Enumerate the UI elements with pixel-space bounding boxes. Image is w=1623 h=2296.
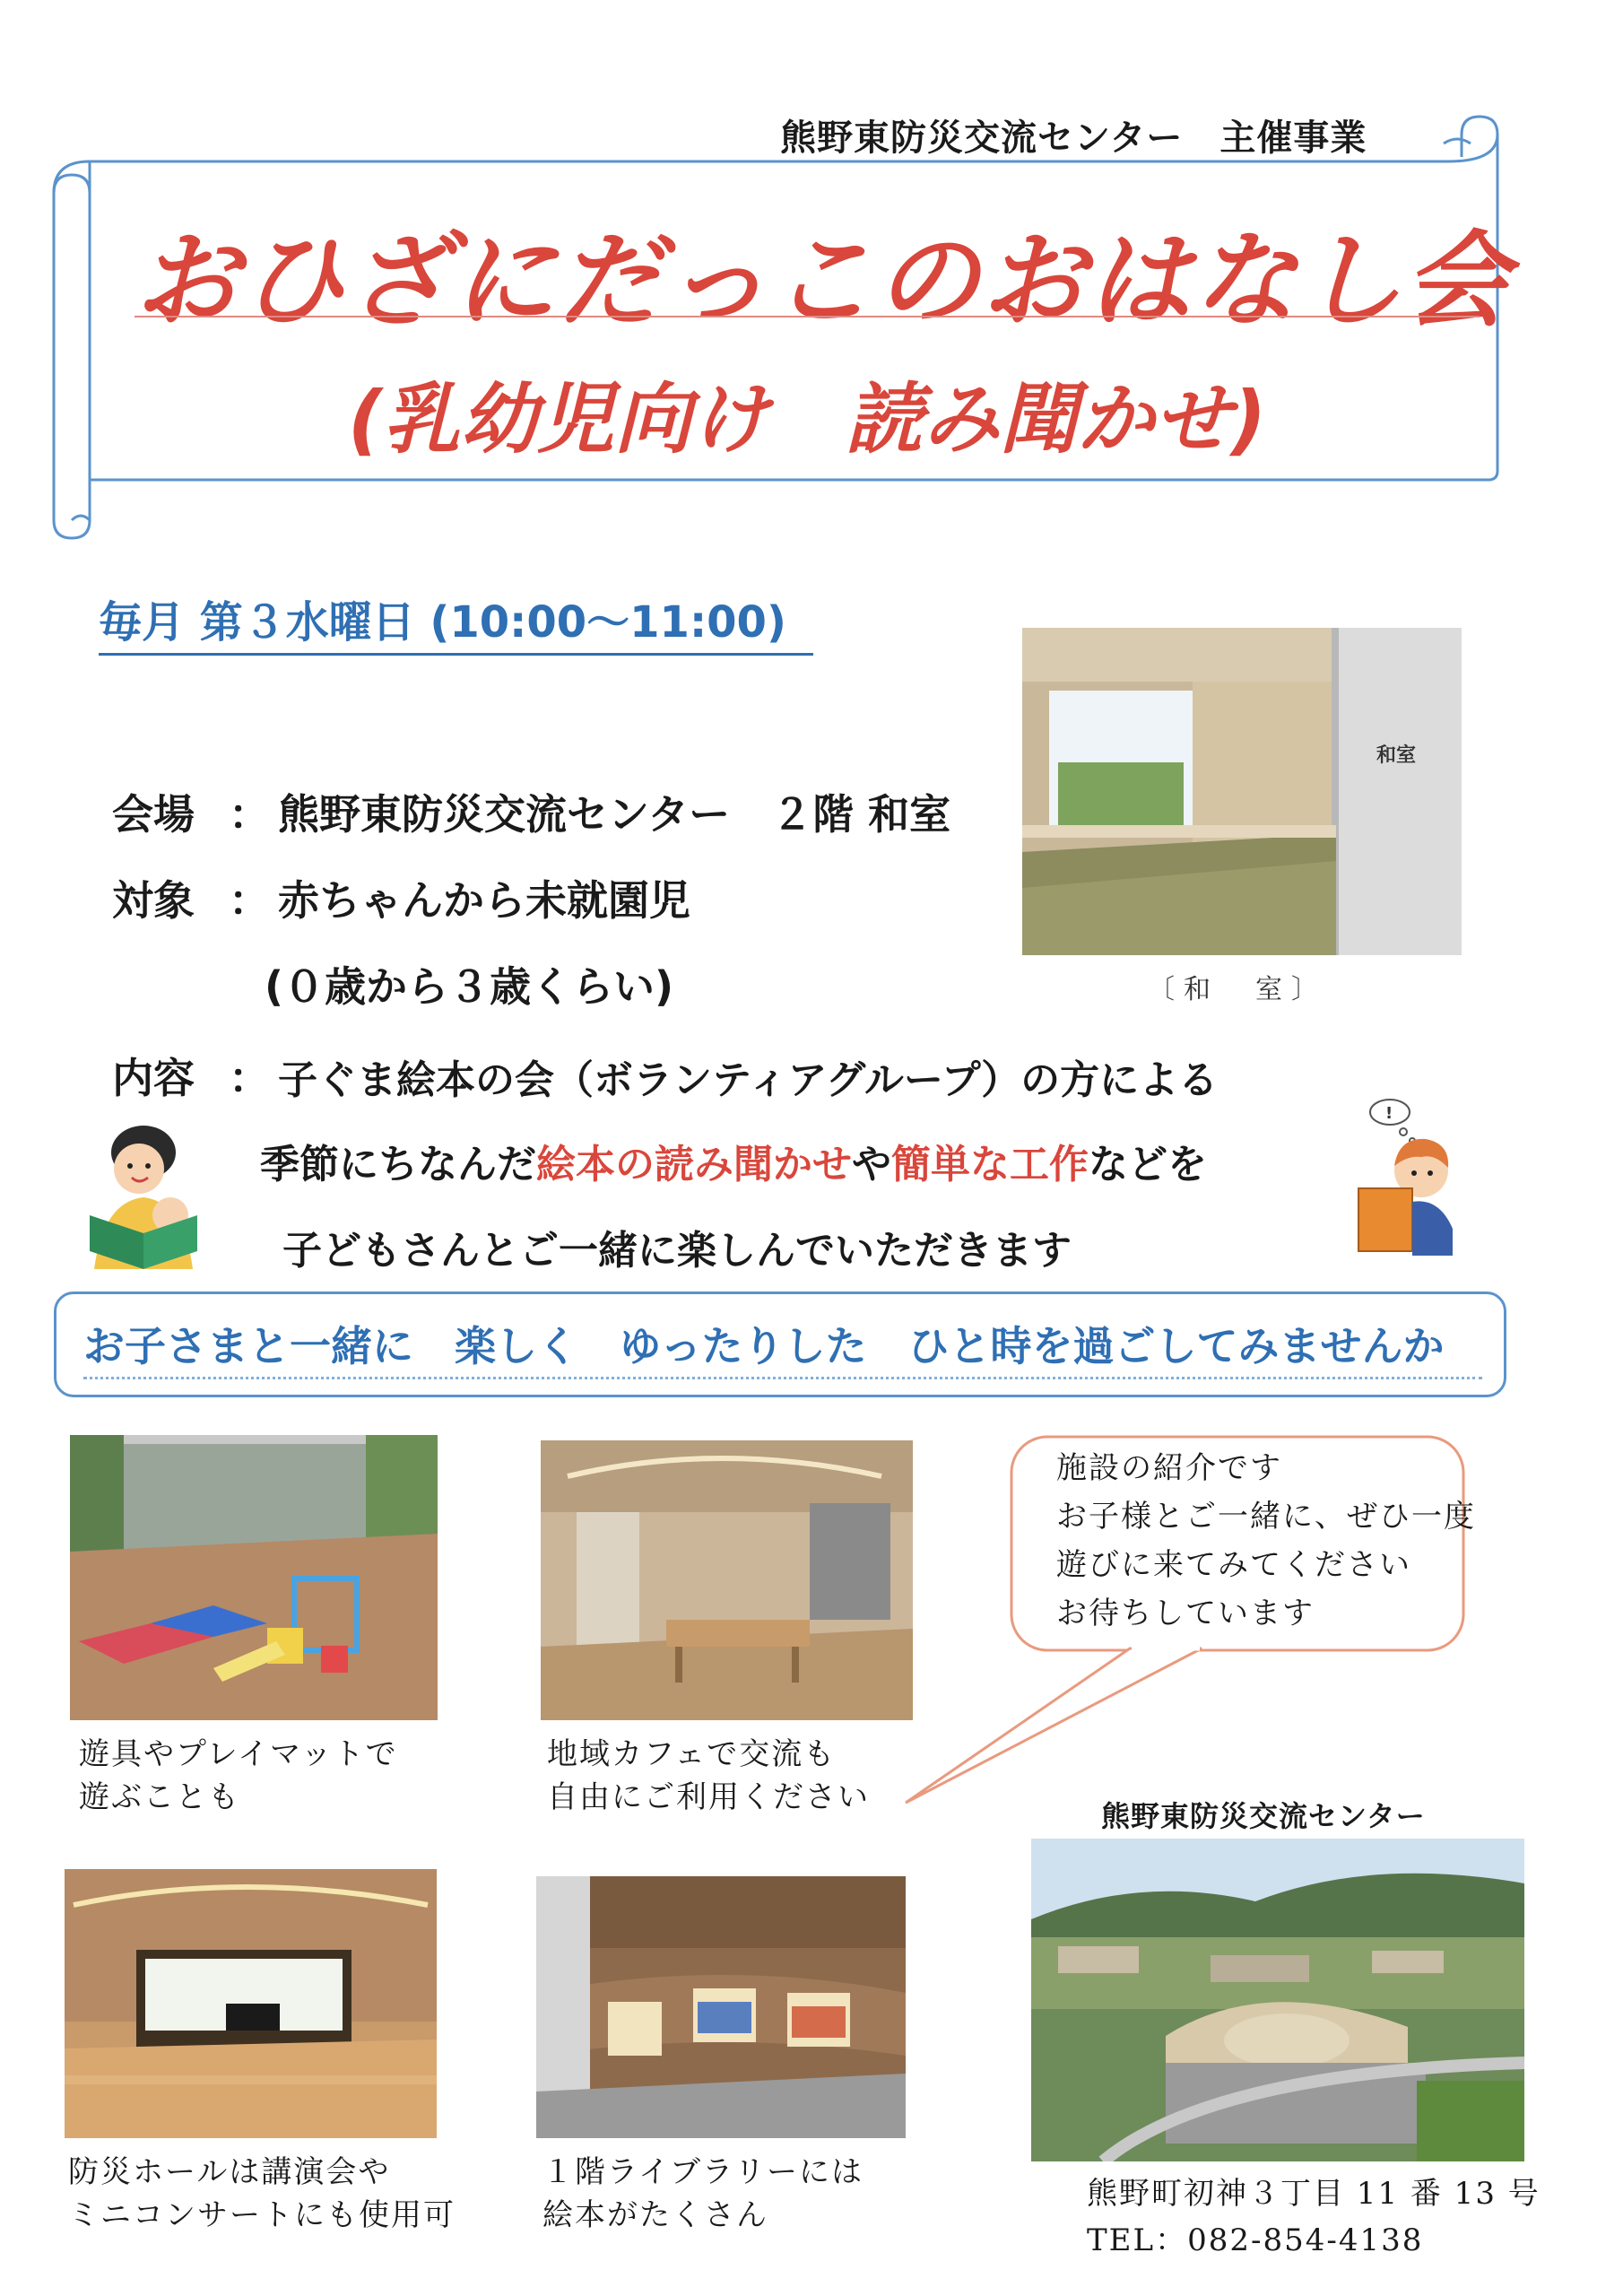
- content-line-2c: や: [852, 1142, 891, 1187]
- center-name: 熊野東防災交流センター: [1101, 1799, 1426, 1833]
- gallery-caption-2-line-2: 自由にご利用ください: [547, 1779, 870, 1815]
- target-note: (０歳から３歳くらい): [265, 962, 674, 1011]
- gallery-caption-2-line-1: 地域カフェで交流も: [547, 1736, 837, 1772]
- event-title: おひざにだっこのおはなし会: [135, 221, 1510, 342]
- gallery-caption-3-line-2: ミニコンサートにも使用可: [68, 2197, 456, 2233]
- content-highlight-craft: 簡単な工作: [891, 1142, 1089, 1187]
- aerial-photo: [1031, 1839, 1524, 2161]
- event-subtitle: (乳幼児向け 読み聞かせ): [347, 375, 1267, 465]
- gallery-caption-1-line-1: 遊具やプレイマットで: [79, 1736, 398, 1772]
- venue-label: 会場: [112, 790, 195, 839]
- venue-colon: ：: [229, 790, 270, 839]
- bubble-line-3: 遊びに来てみてください: [1056, 1547, 1411, 1583]
- svg-text:!: !: [1385, 1104, 1393, 1123]
- venue-value: 熊野東防災交流センター ２階 和室: [278, 790, 951, 839]
- gallery-caption-4-line-1: １階ライブラリーには: [542, 2154, 864, 2190]
- organizer-label: 熊野東防災交流センター 主催事業: [780, 117, 1367, 159]
- hall-photo: [65, 1869, 437, 2138]
- washitsu-caption: 〔和 室〕: [1148, 974, 1327, 1005]
- bubble-line-1: 施設の紹介です: [1056, 1450, 1282, 1486]
- invitation-banner-text: お子さまと一緒に 楽しく ゆったりした ひと時を過ごしてみませんか: [83, 1314, 1482, 1379]
- library-photo: [536, 1876, 906, 2138]
- bubble-line-2: お子様とご一緒に、ぜひ一度: [1056, 1499, 1476, 1535]
- gallery-caption-4-line-2: 絵本がたくさん: [542, 2197, 768, 2233]
- target-label: 対象: [112, 876, 195, 925]
- washitsu-sign: 和室: [1376, 744, 1417, 767]
- content-highlight-reading: 絵本の読み聞かせ: [536, 1142, 852, 1187]
- content-line-3: 子どもさんとご一緒に楽しんでいただきます: [282, 1228, 1072, 1274]
- gallery-caption-1-line-2: 遊ぶことも: [79, 1779, 240, 1815]
- content-line-2e: などを: [1089, 1142, 1207, 1187]
- center-address: 熊野町初神３丁目 11 番 13 号: [1087, 2176, 1541, 2212]
- content-colon: ：: [229, 1054, 270, 1102]
- gallery-caption-3-line-1: 防災ホールは講演会や: [68, 2154, 391, 2190]
- schedule-line: 毎月 第３水曜日 (10:00〜11:00): [99, 587, 813, 656]
- content-label: 内容: [112, 1054, 195, 1102]
- bubble-line-4: お待ちしています: [1056, 1596, 1315, 1631]
- target-value: 赤ちゃんから未就園児: [278, 876, 690, 925]
- center-tel: TEL：082-854-4138: [1087, 2222, 1424, 2258]
- target-colon: ：: [229, 876, 270, 925]
- content-line-1: 子ぐま絵本の会（ボランティアグループ）の方による: [278, 1057, 1219, 1103]
- content-line-2a: 季節にちなんだ: [260, 1142, 536, 1187]
